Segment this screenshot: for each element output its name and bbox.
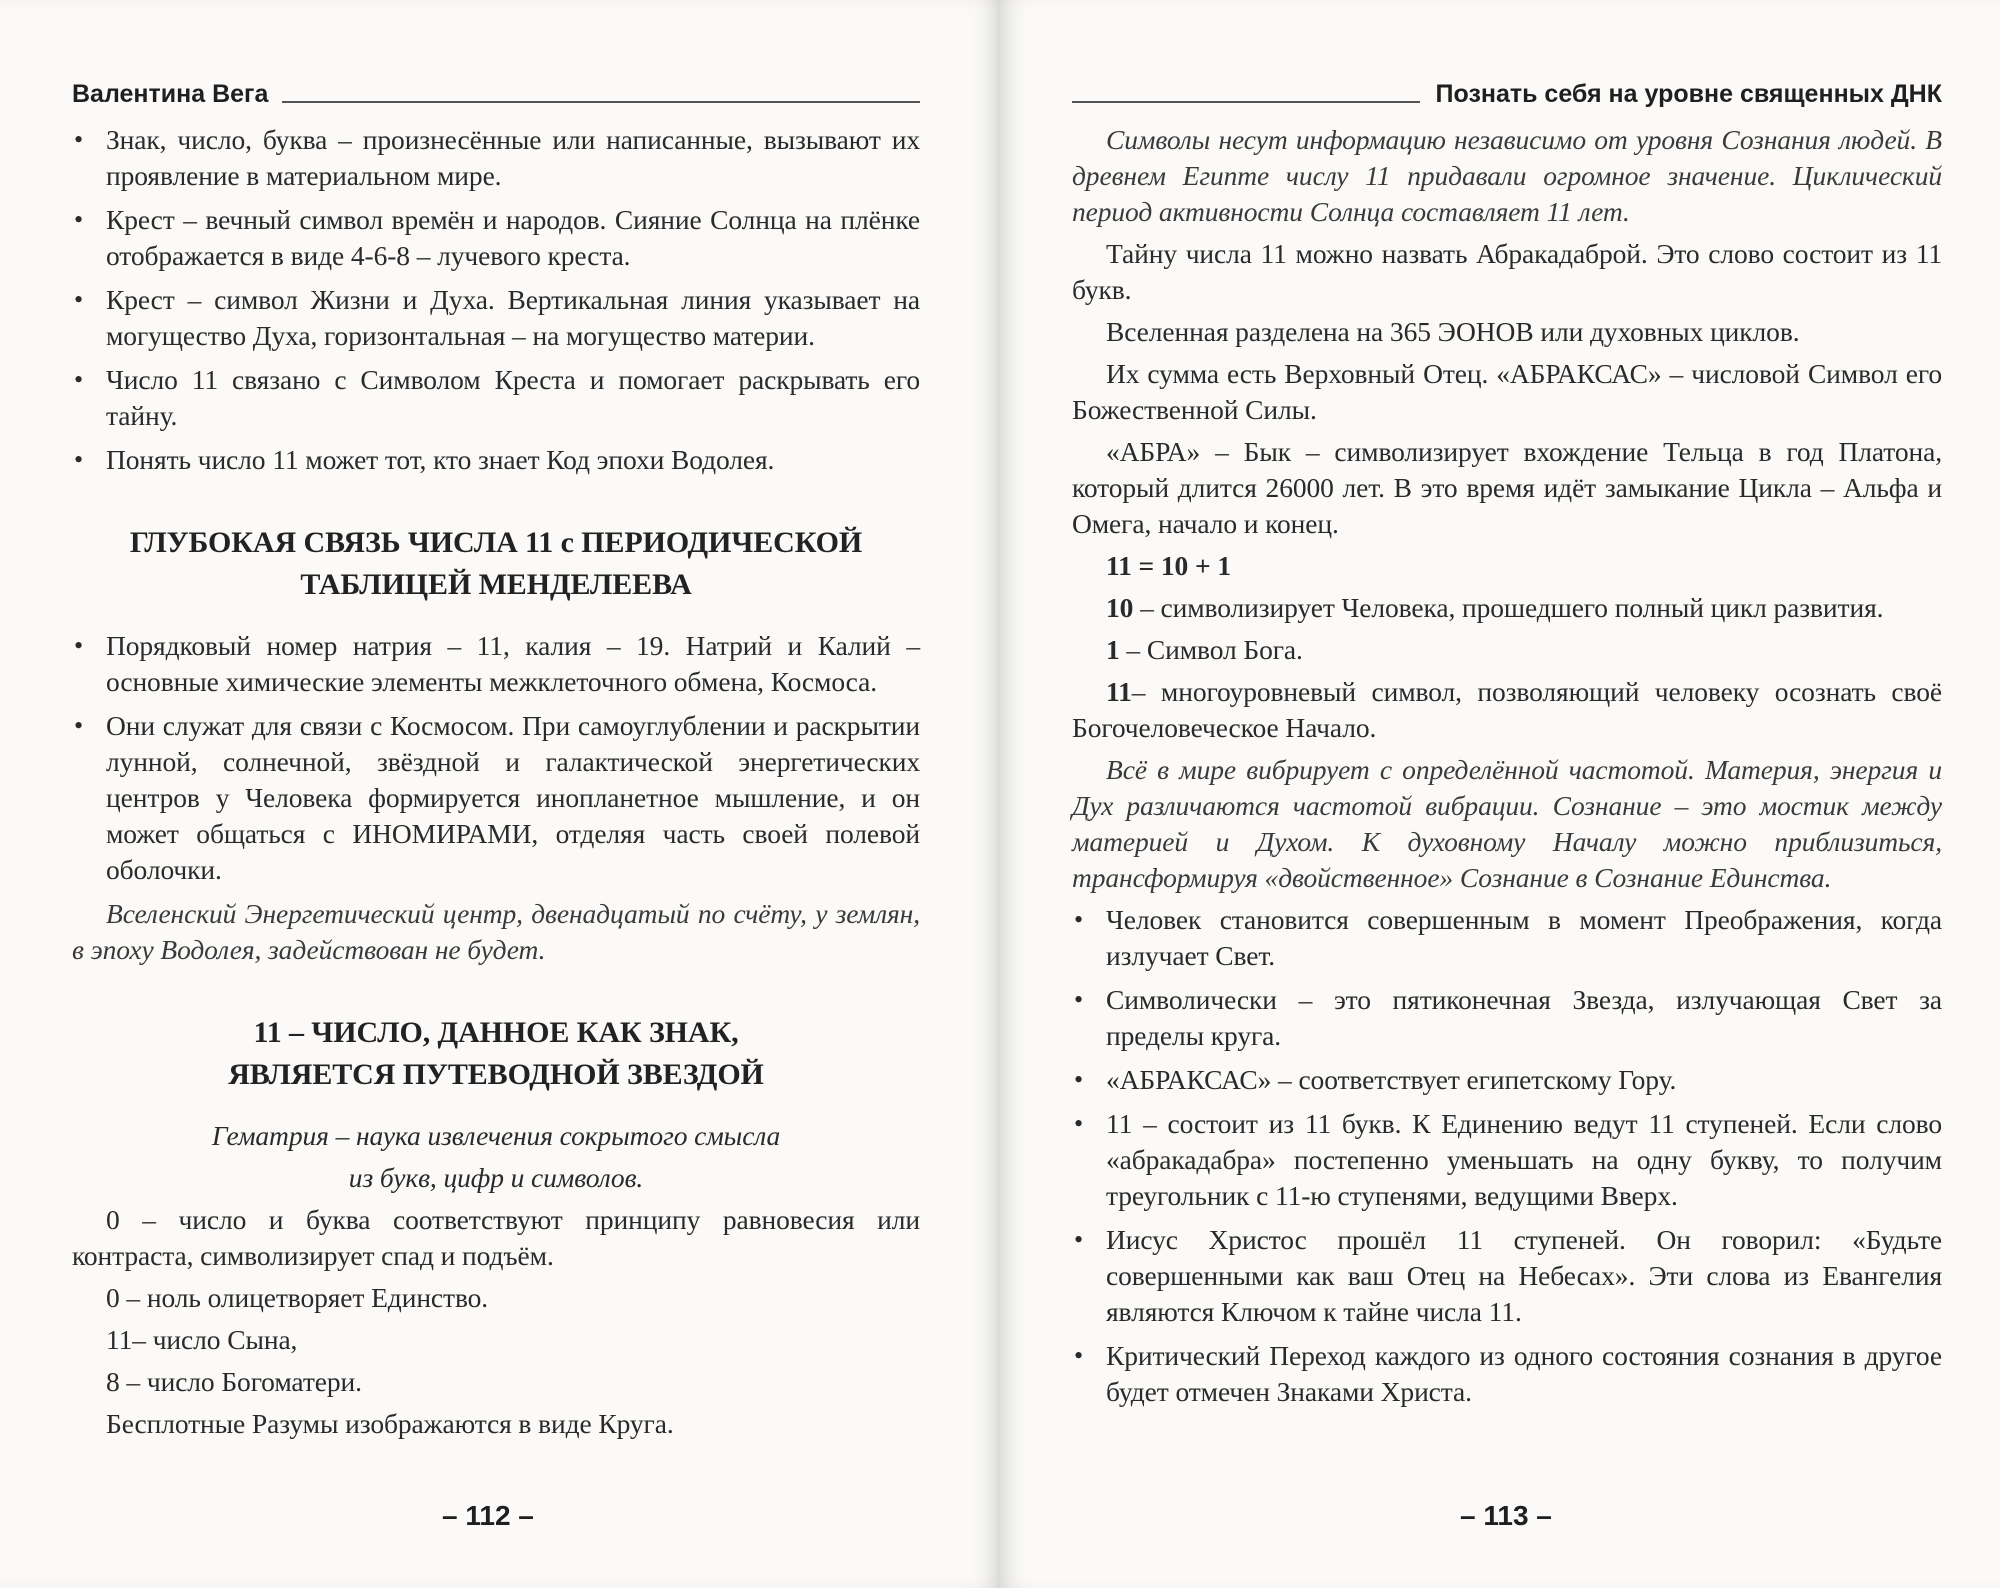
bullet-icon: • <box>74 205 84 234</box>
paragraph: Их сумма есть Верховный Отец. «АБРАКСАС» – числовой Символ его Божественной Силы. <box>1072 358 1942 425</box>
section-heading-mendeleev: ГЛУБОКАЯ СВЯЗЬ ЧИСЛА 11 с ПЕРИОДИЧЕСКОЙ ТАБЛИЦЕЙ МЕНДЕЛЕЕВА <box>129 526 863 601</box>
list-item: • Символически – это пятиконечная Звезда, излучающая Свет за пределы круга. <box>1074 984 1942 1051</box>
paragraph: 0 – ноль олицетворяет Единство. <box>106 1282 489 1313</box>
page-number-right: – 113 – <box>1460 1500 1552 1531</box>
paragraph: Вселенная разделена на 365 ЭОНОВ или духовных циклов. <box>1106 316 1800 347</box>
list-item: • Человек становится совершенным в момент Преображения, когда излучает Свет. <box>1074 904 1942 971</box>
bullet-list-right <box>1072 902 1942 1410</box>
italic-paragraph: Всё в мире вибрирует с определённой частотой. Материя, энергия и Дух различаются частотой вибрации. Сознание – это мостик между материей и Духом. К духовному Началу можно приблизиться, трансформируя «двойственное» Сознание в Сознание Единства. <box>1072 754 1942 893</box>
list-item: • Число 11 связано с Символом Креста и помогает раскрывать его тайну. <box>74 364 920 431</box>
gematria-line-1: Гематрия – наука извлечения сокрытого смысла <box>211 1120 781 1151</box>
paragraph: 8 – число Богоматери. <box>106 1366 362 1397</box>
bullet-icon: • <box>74 125 84 154</box>
list-item: • 11 – состоит из 11 букв. К Единению ведут 11 ступеней. Если слово «абракадабра» постепенно уменьшать на одну букву, то получим треугольник с 11-ю ступенями, ведущими Вверх. <box>1074 1108 1942 1211</box>
paragraph: 11– многоуровневый символ, позволяющий человеку осознать своё Богочеловеческое Начало. <box>1072 676 1942 743</box>
list-item: • Крест – вечный символ времён и народов. Сияние Солнца на плёнке отображается в виде 4-6-8 – лучевого креста. <box>74 204 920 271</box>
right-running-header <box>1072 80 1942 109</box>
italic-paragraph: Символы несут информацию независимо от уровня Сознания людей. В древнем Египте числу 11 придавали огромное значение. Циклический период активности Солнца составляет 11 лет. <box>1072 124 1942 227</box>
section-heading-guiding-star: 11 – ЧИСЛО, ДАННОЕ КАК ЗНАК, ЯВЛЯЕТСЯ ПУТЕВОДНОЙ ЗВЕЗДОЙ <box>228 1016 764 1091</box>
list-item: • Понять число 11 может тот, кто знает Код эпохи Водолея. <box>72 442 920 478</box>
list-item: • Порядковый номер натрия – 11, калия – 19. Натрий и Калий – основные химические элементы межклеточного обмена, Космоса. <box>74 630 920 697</box>
list-item: • Иисус Христос прошёл 11 ступеней. Он говорил: «Будьте совершенными как ваш Отец на Небесах». Эти слова из Евангелия являются Ключом к тайне числа 11. <box>1074 1224 1942 1327</box>
bullet-icon: • <box>74 365 84 394</box>
bullet-icon: • <box>1074 985 1084 1014</box>
list-item: • Они служат для связи с Космосом. При самоуглублении и раскрытии лунной, солнечной, звёздной и галактической энергетических центров у Человека формируется инопланетное мышление, и он может общаться с ИНОМИРАМИ, отделяя часть своей полевой оболочки. <box>74 710 920 885</box>
book-title: Познать себя на уровне священных ДНК <box>1435 80 1942 108</box>
paragraph: 10 – символизирует Человека, прошедшего полный цикл развития. <box>1106 592 1884 623</box>
left-page-body <box>72 122 920 1448</box>
paragraph: «АБРА» – Бык – символизирует вхождение Тельца в год Платона, который длится 26000 лет. В это время идёт замыкание Цикла – Альфа и Омега, начало и конец. <box>1072 436 1942 539</box>
bullet-icon: • <box>74 711 84 740</box>
gematria-line-2: из букв, цифр и символов. <box>348 1162 644 1193</box>
left-running-header <box>72 80 920 109</box>
header-rule <box>282 101 920 103</box>
header-rule <box>1072 101 1420 103</box>
bullet-icon: • <box>74 285 84 314</box>
right-page-body <box>1072 122 1942 1418</box>
bullet-icon: • <box>1074 1065 1084 1094</box>
equation: 11 = 10 + 1 <box>1106 550 1231 581</box>
paragraph: 0 – число и буква соответствуют принципу равновесия или контраста, символизирует спад и подъём. <box>72 1204 920 1271</box>
paragraph: Бесплотные Разумы изображаются в виде Круга. <box>106 1408 674 1439</box>
paragraph: 1 – Символ Бога. <box>1106 634 1303 665</box>
right-page <box>1000 0 2000 1588</box>
bullet-icon: • <box>1074 1341 1084 1370</box>
bullet-icon: • <box>1074 1225 1084 1254</box>
page-number-left: – 112 – <box>442 1500 534 1531</box>
bullet-list-mid <box>72 628 920 888</box>
bullet-icon: • <box>74 445 84 474</box>
italic-paragraph: Вселенский Энергетический центр, двенадцатый по счёту, у землян, в эпоху Водолея, задействован не будет. <box>72 898 920 965</box>
paragraph: 11– число Сына, <box>106 1324 298 1355</box>
bullet-icon: • <box>1074 1109 1084 1138</box>
bullet-icon: • <box>1074 905 1084 934</box>
list-item: • Знак, число, буква – произнесённые или написанные, вызывают их проявление в материальном мире. <box>74 124 920 191</box>
list-item: • Крест – символ Жизни и Духа. Вертикальная линия указывает на могущество Духа, горизонтальная – на могущество материи. <box>74 284 920 351</box>
list-item: • «АБРАКСАС» – соответствует египетскому Гору. <box>1072 1062 1942 1098</box>
author-name: Валентина Вега <box>72 80 269 108</box>
bullet-list-top <box>72 122 920 478</box>
paragraph: Тайну числа 11 можно назвать Абракадаброй. Это слово состоит из 11 букв. <box>1072 238 1942 305</box>
list-item: • Критический Переход каждого из одного состояния сознания в другое будет отмечен Знаками Христа. <box>1074 1340 1942 1407</box>
bullet-icon: • <box>74 631 84 660</box>
